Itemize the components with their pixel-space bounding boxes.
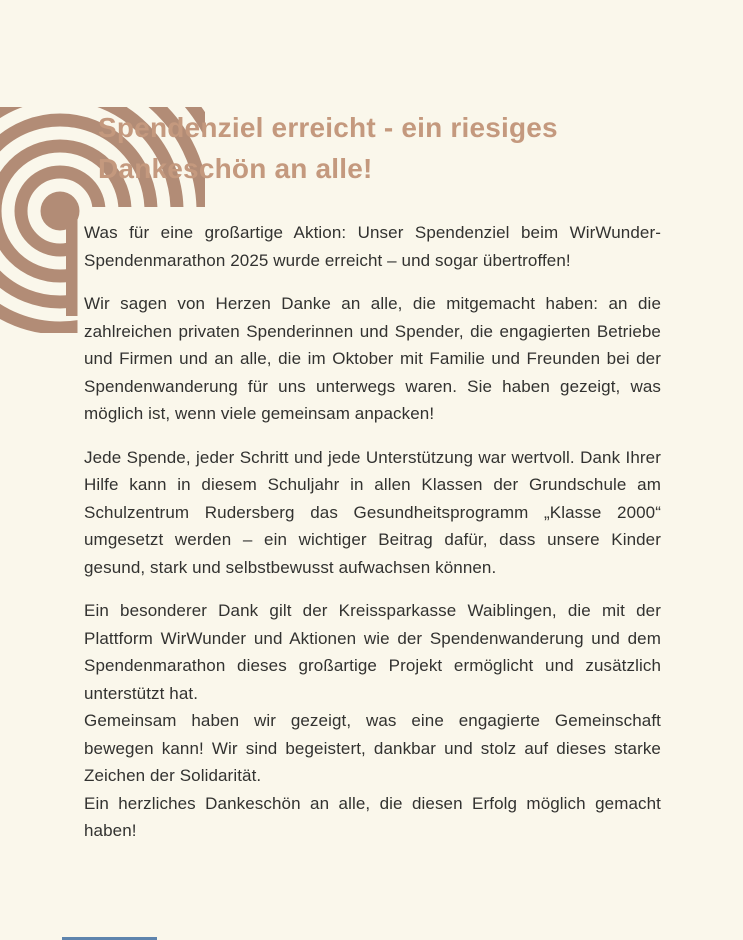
page-title (98, 107, 661, 189)
page-title-line1: Spendenziel erreicht - ein riesiges (98, 112, 558, 143)
page-title-line2: Dankeschön an alle! (98, 153, 373, 184)
body-paragraph: Jede Spende, jeder Schritt und jede Unterstützung war wertvoll. Dank Ihrer Hilfe kann in diesem Schuljahr in allen Klassen der Grundschule am Schulzentrum Rudersberg das Gesundheitsprogramm „Klasse 2000“ umgesetzt werden – ein wichtiger Beitrag dafür, dass unsere Kinder gesund, stark und selbstbewusst aufwachsen können. (84, 447, 661, 577)
article-body (84, 219, 661, 845)
article (0, 107, 743, 845)
page-root (0, 107, 743, 940)
body-paragraph: Was für eine großartige Aktion: Unser Spendenziel beim WirWunder-Spendenmarathon 2025 wurde erreicht – und sogar übertroffen! (84, 223, 661, 270)
body-paragraph: Wir sagen von Herzen Danke an alle, die mitgemacht haben: an die zahlreichen privaten Spenderinnen und Spender, die engagierten Betriebe und Firmen und an alle, die im Oktober mit Familie und Freunden bei der Spendenwanderung für uns unterwegs waren. Sie haben gezeigt, was möglich ist, wenn viele gemeinsam anpacken! (84, 294, 661, 423)
body-paragraph: Ein besonderer Dank gilt der Kreissparkasse Waiblingen, die mit der Plattform WirWunder und Aktionen wie der Spendenwanderung und dem Spendenmarathon dieses großartige Projekt ermöglicht und zusätzlich unterstützt hat. Gemeinsam haben wir gezeigt, was eine engagierte Gemeinschaft bewegen kann! Wir sind begeistert, dankbar und stolz auf dieses starke Zeichen der Solidarität. Ein herzliches Dankeschön an alle, die diesen Erfolg möglich gemacht haben! (84, 601, 661, 840)
